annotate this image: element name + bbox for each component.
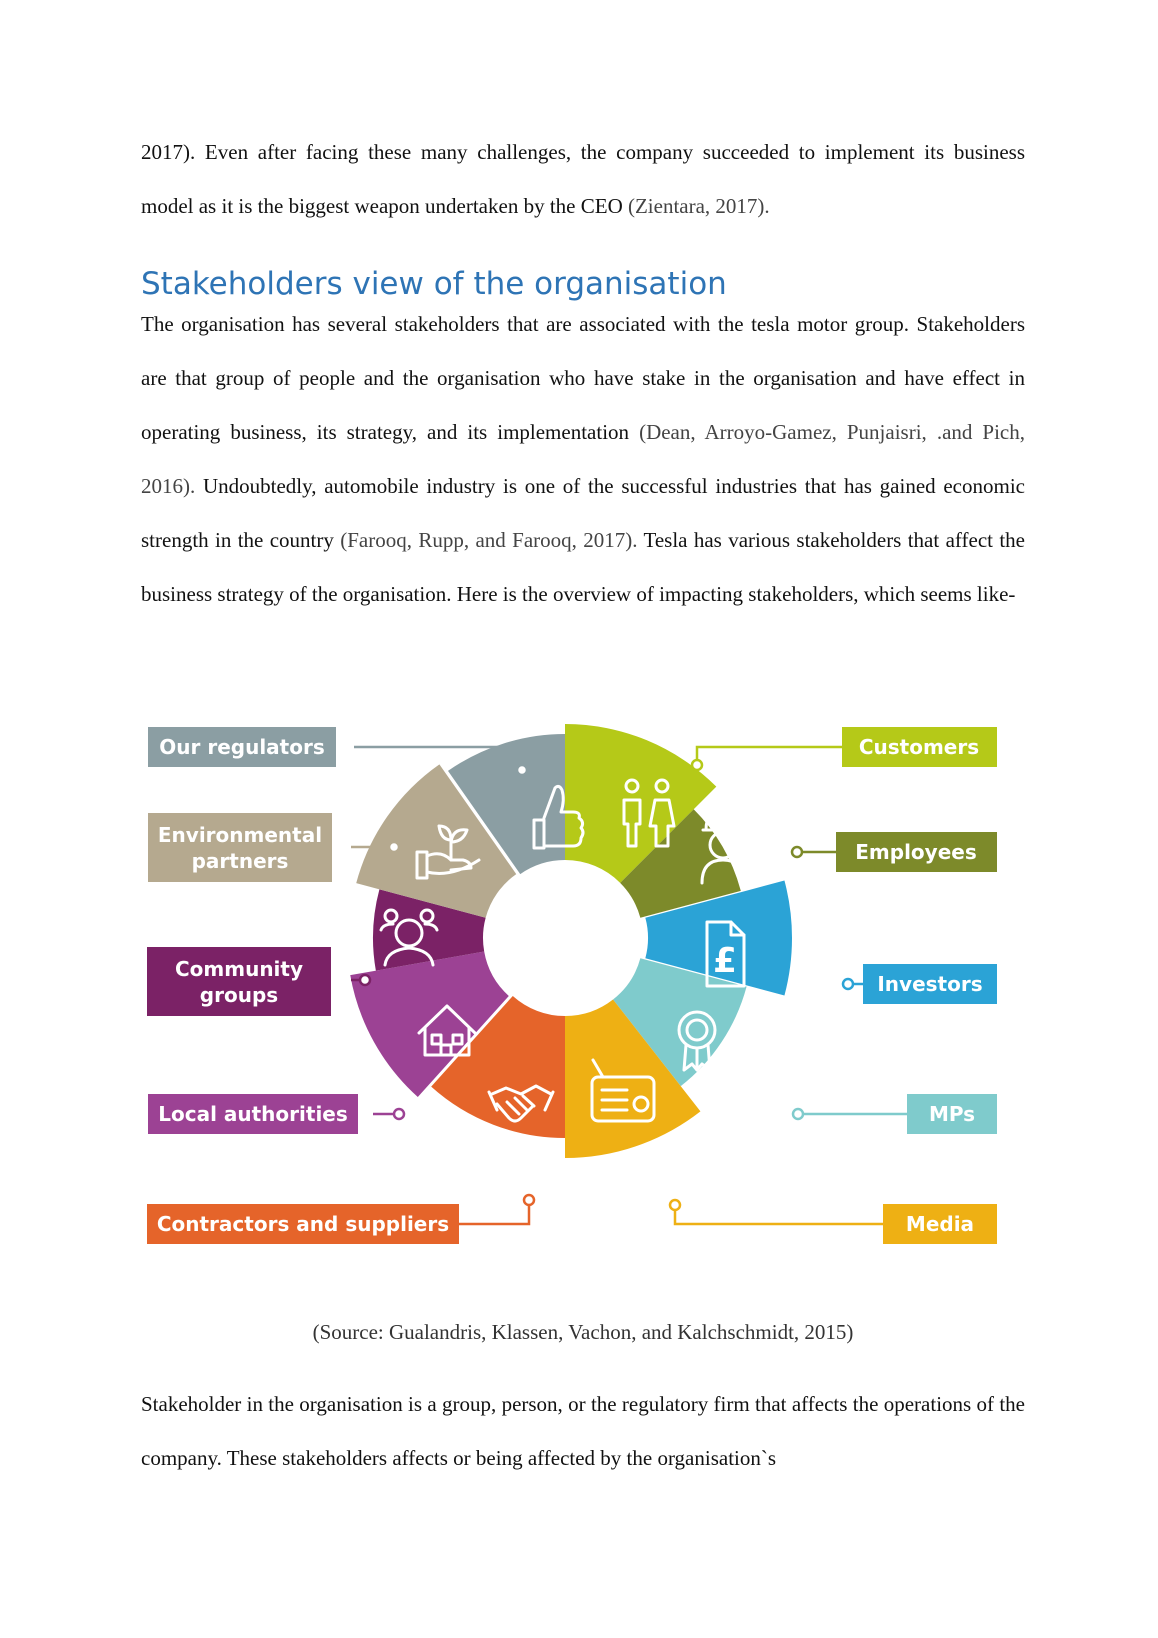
stakeholder-wheel-diagram [141, 700, 1025, 1270]
citation-zientara: (Zientara, 2017). [627, 194, 770, 218]
connector-dot-mps [793, 1109, 803, 1119]
label-environmental-line1: Environmental [157, 823, 323, 847]
paragraph-stakeholders [141, 297, 1025, 621]
stakeholder-figure [141, 700, 1025, 1270]
citation-dean: (Dean, Arroyo-Gamez, Punjaisri, .and Pich, 2016). [141, 420, 1025, 498]
paragraph-intro [141, 125, 1025, 233]
paragraph-text-2: Undoubtedly, automobile industry is one of the successful industries that has gained economic strength in the country [141, 474, 1025, 552]
label-community-line1: Community [174, 957, 304, 981]
label-local: Local authorities [158, 1102, 348, 1126]
paragraph-text-3: Tesla has various stakeholders that affect the business strategy of the organisation. Here is the overview of impacting stakeholders, which seems like- [141, 528, 1025, 606]
label-customers: Customers [858, 735, 980, 759]
connector-customers [697, 747, 842, 760]
connector-dot-employees [792, 847, 802, 857]
connector-dot-media [670, 1200, 680, 1210]
citation-farooq: (Farooq, Rupp, and Farooq, 2017). [340, 528, 638, 552]
label-community-line2: groups [199, 983, 279, 1007]
connector-dot-local [394, 1109, 404, 1119]
connector-contractors [459, 1205, 529, 1224]
label-regulators: Our regulators [159, 735, 325, 759]
svg-text:£: £ [713, 941, 737, 981]
connector-dot-environmental [389, 842, 399, 852]
paragraph-closing: Stakeholder in the organisation is a group, person, or the regulatory firm that affects the operations of the company. These stakeholders affects or being affected by the organisation`s [141, 1392, 1025, 1470]
label-employees: Employees [855, 840, 977, 864]
section-heading: Stakeholders view of the organisation [141, 266, 727, 302]
connector-dot-community [360, 975, 370, 985]
paragraph-intro-text: 2017). Even after facing these many challenges, the company succeeded to implement its business model as it is the biggest weapon undertaken by the CEO [141, 140, 1025, 218]
connector-dot-regulators [517, 765, 527, 775]
connector-media [675, 1210, 883, 1224]
connector-dot-investors [843, 979, 853, 989]
label-mps: MPs [928, 1102, 976, 1126]
connector-dot-customers [692, 760, 702, 770]
connector-dot-contractors [524, 1195, 534, 1205]
label-investors: Investors [877, 972, 983, 996]
label-environmental-line2: partners [191, 849, 289, 873]
paragraph-text-1: The organisation has several stakeholders that are associated with the tesla motor group. Stakeholders are that group of people and the organisation who have stake in the organisation and have effect in operating business, its strategy, and its implementation [141, 312, 1025, 444]
label-contractors: Contractors and suppliers [156, 1212, 450, 1236]
figure-caption: (Source: Gualandris, Klassen, Vachon, and Kalchschmidt, 2015) [312, 1320, 854, 1344]
label-media: Media [905, 1212, 975, 1236]
